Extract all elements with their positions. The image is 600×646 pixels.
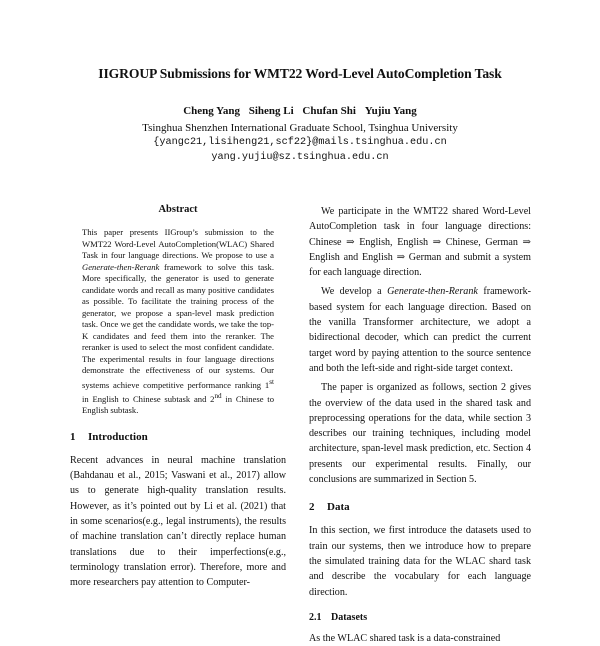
subsection-datasets-heading: 2.1 Datasets (309, 611, 368, 623)
author-list (0, 105, 600, 117)
paragraph-organization: The paper is organized as follows, section 2 gives the overview of the data used in the shared task and preprocessing operations for the data, while section 3 describes our training techniques, including model architecture, span-level mask prediction, etc. Section 4 presents our experimental results. Finally, our conclusions are summarized in Section 5. (309, 382, 531, 486)
introduction-text: Recent advances in neural machine translation (Bahdanau et al., 2015; Vaswani et al., 2017) allow us to generate high-quality translation results. However, as it’s pointed out by Li et al. (2021) that in some scenarios(e.g., legal instruments), the results of machine translation can’t directly replace human translations due to their imperfections(e.g., terminology translation error). Therefore, more and more researchers pay attention to Computer- (70, 454, 286, 589)
author-name: Siheng Li (248, 105, 294, 117)
author-name: Yujiu Yang (364, 105, 417, 117)
section-data-heading: 2 Data (309, 501, 350, 514)
framework-name: Generate-then-Rerank (82, 261, 160, 272)
section-introduction-heading: 1 Introduction (70, 430, 148, 443)
abstract-text: This paper presents IIGroup’s submission to the WMT22 Word-Level AutoCompletion(WLAC) Shared Task in four language directions. We propose to use a Generate-then-Rerank framework to solve this task. More specifically, the generator is used to generate candidate words and recall as many positive candidates as possible. To facilitate the training process of the generator, we propose a span-level mask prediction task. Once we get the candidate words, we take the top-K candidates and feed them into the reranker. The reranker is used to select the most confident candidate. The experimental results in four language directions demonstrate the effectiveness of our systems. Our systems achieve competitive performance ranking 1st in English to Chinese subtask and 2nd in Chinese to English subtask. (82, 227, 274, 416)
left-column (70, 204, 286, 590)
right-column (309, 204, 531, 646)
abstract-heading: Abstract (158, 204, 198, 215)
email-line-1: {yangc21,lisiheng21,scf22}@mails.tsinghua.edu.cn (153, 137, 447, 148)
author-name: Cheng Yang (183, 105, 240, 117)
data-section-text: In this section, we first introduce the datasets used to train our systems, then we introduce how to prepare the simulated training data for the WLAC shard task and describe the vocabulary for each language direction. (309, 525, 531, 598)
paragraph-framework: We develop a Generate-then-Rerank framework-based system for each language direction. Based on the vanilla Transformer architecture, we adopt a bidirectional decoder, which can predict the current target word by paying attention to the source sentence and both the left-side and right-side target context. (309, 286, 531, 374)
author-name: Chufan Shi (302, 105, 356, 117)
affiliation: Tsinghua Shenzhen International Graduate School, Tsinghua University (142, 122, 458, 134)
datasets-text: As the WLAC shared task is a data-constrained (309, 632, 501, 644)
email-line-2: yang.yujiu@sz.tsinghua.edu.cn (211, 152, 389, 163)
paragraph-participation: We participate in the WMT22 shared Word-Level AutoCompletion task in four language directions: Chinese ⇒ English, English ⇒ Chinese, German ⇒ English and English ⇒ German and submit a system for each language direction. (309, 206, 531, 279)
paper-title: IIGROUP Submissions for WMT22 Word-Level AutoCompletion Task (98, 66, 502, 81)
